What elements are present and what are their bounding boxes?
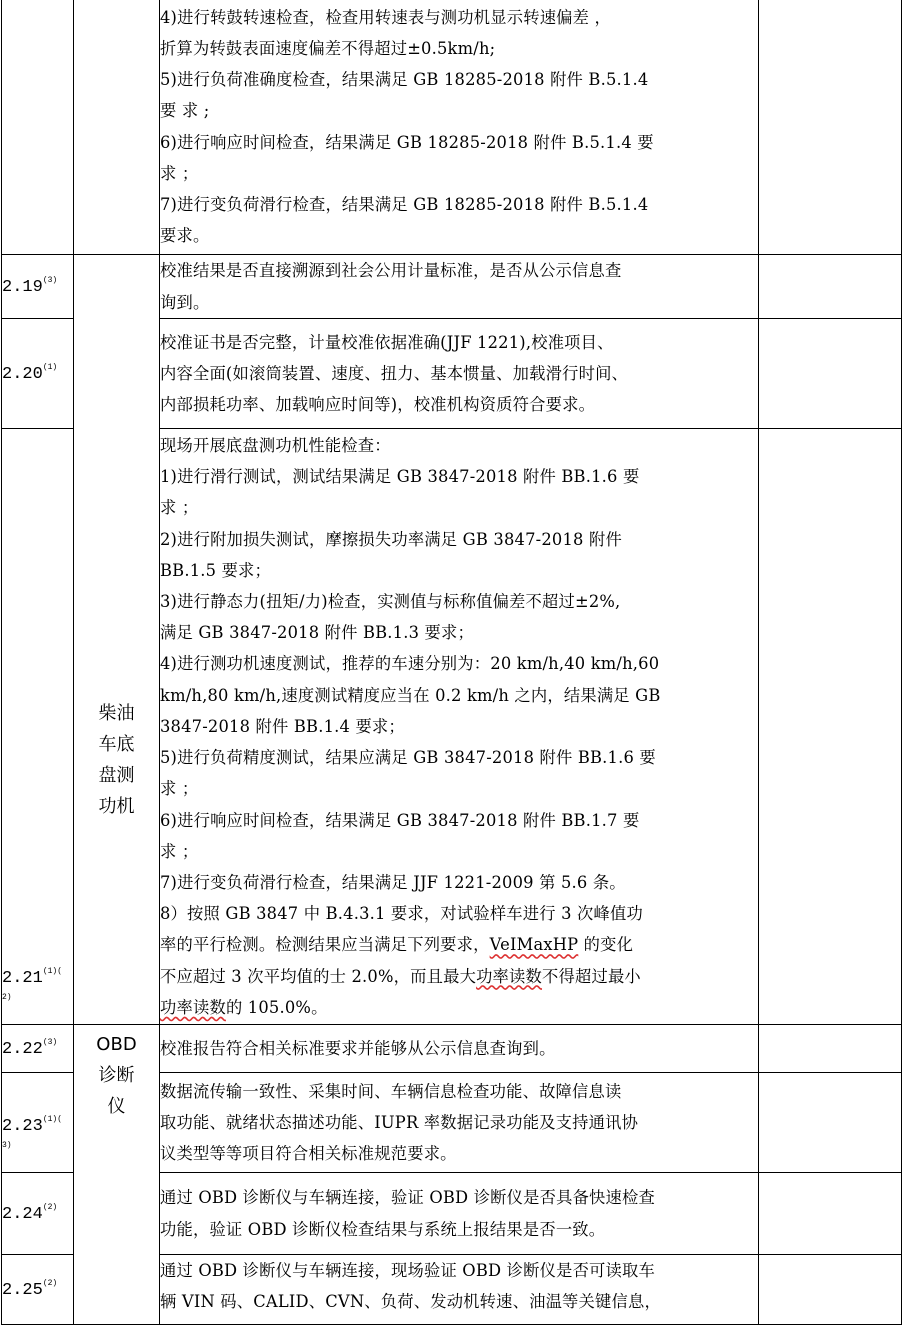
- requirement-line: 数据流传输一致性、采集时间、车辆信息检查功能、故障信息读: [160, 1081, 622, 1101]
- category-label-line: 车底: [98, 733, 135, 755]
- item-number: 2.25: [2, 1281, 43, 1300]
- requirement-line: 求 ；: [160, 841, 199, 861]
- requirement-cell: [160, 1025, 759, 1073]
- item-number-note: (1)(: [42, 967, 63, 976]
- result-cell: [759, 319, 902, 429]
- requirement-line: BB.1.5 要求；: [160, 560, 272, 580]
- requirement-line: 要求。: [160, 226, 210, 246]
- table-row: [2, 0, 902, 255]
- category-cell-obd-diagnostic: [74, 1025, 160, 1325]
- item-number-note: (1): [42, 363, 58, 372]
- item-number-note: (2): [42, 1203, 58, 1212]
- category-label-line: 仪: [107, 1096, 126, 1117]
- requirement-line: 折算为转鼓表面速度偏差不得超过±0.5km/h;: [160, 38, 496, 58]
- requirement-line: 7)进行变负荷滑行检查，结果满足 GB 18285-2018 附件 B.5.1.4: [160, 194, 649, 214]
- table-row: [2, 255, 902, 319]
- result-cell: [759, 1073, 902, 1173]
- item-number: 2.23: [2, 1117, 43, 1136]
- item-number-cell: [2, 1073, 74, 1173]
- requirement-line: 校准报告符合相关标准要求并能够从公示信息查询到。: [160, 1038, 556, 1058]
- inspection-table: [1, 0, 902, 1325]
- result-cell: [759, 429, 902, 1025]
- requirement-line: 取功能、就绪状态描述功能、IUPR 率数据记录功能及支持通讯协: [160, 1112, 639, 1132]
- requirement-line: 现场开展底盘测功机性能检查：: [160, 436, 391, 456]
- item-number-cell: [2, 255, 74, 319]
- item-number-note: (1)(: [42, 1115, 63, 1124]
- item-number: 2.22: [2, 1040, 43, 1059]
- item-number-note: (3): [42, 276, 58, 285]
- requirement-line: 求 ；: [160, 498, 199, 518]
- item-number-note: (2): [42, 1279, 58, 1288]
- requirement-line: 4)进行测功机速度测试，推荐的车速分别为：20 km/h,40 km/h,60: [160, 654, 660, 674]
- requirement-line: 议类型等等项目符合相关标准规范要求。: [160, 1144, 457, 1164]
- requirement-cell: [160, 1255, 759, 1325]
- requirement-line: 求 ；: [160, 779, 199, 799]
- flagged-term: 功率读数: [476, 966, 543, 986]
- requirement-line: 3)进行静态力(扭矩/力)检查，实测值与标称值偏差不超过±2%,: [160, 592, 621, 612]
- requirement-line: 4)进行转鼓转速检查，检查用转速表与测功机显示转速偏差 ，: [160, 7, 612, 27]
- requirement-line: 通过 OBD 诊断仪与车辆连接，现场验证 OBD 诊断仪是否可读取车: [160, 1261, 655, 1280]
- item-number: 2.21: [2, 969, 43, 988]
- requirement-line: 6)进行响应时间检查，结果满足 GB 18285-2018 附件 B.5.1.4 要: [160, 132, 654, 152]
- requirement-line: 8）按照 GB 3847 中 B.4.3.1 要求，对试验样车进行 3 次峰值功: [160, 904, 643, 924]
- category-label-line: OBD: [96, 1034, 137, 1055]
- item-number-cell: [2, 1025, 74, 1073]
- requirement-line: 询到。: [160, 292, 210, 312]
- result-cell: [759, 255, 902, 319]
- result-cell: [759, 1025, 902, 1073]
- requirement-line: 内部损耗功率、加载响应时间等)，校准机构资质符合要求。: [160, 395, 596, 415]
- requirement-line: 不应超过 3 次平均值的士 2.0%，而且最大功率读数不得超过最小: [160, 966, 641, 986]
- requirement-line: 校准证书是否完整，计量校准依据准确(JJF 1221),校准项目、: [160, 332, 614, 352]
- requirement-cell: [160, 0, 759, 255]
- category-label-line: 盘测: [98, 764, 135, 786]
- item-number-cell: [2, 319, 74, 429]
- category-label-line: 柴油: [98, 702, 135, 724]
- result-cell: [759, 1255, 902, 1325]
- item-number: 2.24: [2, 1205, 43, 1224]
- requirement-cell: [160, 1173, 759, 1255]
- category-label-line: 诊断: [98, 1065, 135, 1086]
- category-label-line: 功机: [98, 795, 135, 817]
- requirement-cell: [160, 255, 759, 319]
- requirement-line: 要 求 ;: [160, 101, 210, 121]
- result-cell: [759, 0, 902, 255]
- requirement-line: 通过 OBD 诊断仪与车辆连接，验证 OBD 诊断仪是否具备快速检查: [160, 1188, 655, 1208]
- category-cell-diesel-dynamometer: [74, 255, 160, 1025]
- requirement-line: 1)进行滑行测试，测试结果满足 GB 3847-2018 附件 BB.1.6 要: [160, 467, 640, 487]
- requirement-line: 5)进行负荷准确度检查，结果满足 GB 18285-2018 附件 B.5.1.4: [160, 70, 649, 90]
- flagged-term: VeIMaxHP: [489, 935, 579, 955]
- category-cell: [74, 0, 160, 255]
- requirement-line: 辆 VIN 码、CALID、CVN、负荷、发动机转速、油温等关键信息，: [160, 1292, 661, 1312]
- requirement-cell: [160, 429, 759, 1025]
- requirement-line: 功能，验证 OBD 诊断仪检查结果与系统上报结果是否一致。: [160, 1219, 606, 1239]
- requirement-line: 满足 GB 3847-2018 附件 BB.1.3 要求；: [160, 623, 474, 643]
- item-number-cell: [2, 0, 74, 255]
- table-row: [2, 1025, 902, 1073]
- requirement-cell: [160, 1073, 759, 1173]
- requirement-line: km/h,80 km/h,速度测试精度应当在 0.2 km/h 之内，结果满足 GB: [160, 685, 661, 705]
- item-number-cell: [2, 429, 74, 1025]
- item-number-note: (3): [42, 1038, 58, 1047]
- requirement-line: 内容全面(如滚筒装置、速度、扭力、基本惯量、加载滑行时间、: [160, 363, 629, 383]
- requirement-line: 率的平行检测。检测结果应当满足下列要求，VeIMaxHP 的变化: [160, 935, 634, 955]
- result-cell: [759, 1173, 902, 1255]
- item-number: 2.20: [2, 365, 43, 384]
- requirement-line: 校准结果是否直接溯源到社会公用计量标准，是否从公示信息查: [160, 261, 622, 281]
- requirement-line: 5)进行负荷精度测试，结果应满足 GB 3847-2018 附件 BB.1.6 要: [160, 748, 656, 768]
- requirement-line: 求 ；: [160, 163, 199, 183]
- item-number-cell: [2, 1173, 74, 1255]
- item-number: 2.19: [2, 278, 43, 297]
- item-number-note-wrap: 2): [2, 993, 12, 1002]
- item-number-note-wrap: 3): [2, 1141, 12, 1150]
- requirement-line: 6)进行响应时间检查，结果满足 GB 3847-2018 附件 BB.1.7 要: [160, 810, 640, 830]
- item-number-cell: [2, 1255, 74, 1325]
- requirement-cell: [160, 319, 759, 429]
- requirement-line: 功率读数的 105.0%。: [160, 997, 328, 1017]
- flagged-term: 功率读数: [160, 997, 226, 1017]
- requirement-line: 2)进行附加损失测试，摩擦损失功率满足 GB 3847-2018 附件: [160, 529, 622, 549]
- requirement-line: 3847-2018 附件 BB.1.4 要求；: [160, 716, 405, 736]
- requirement-line: 7)进行变负荷滑行检查，结果满足 JJF 1221-2009 第 5.6 条。: [160, 872, 626, 892]
